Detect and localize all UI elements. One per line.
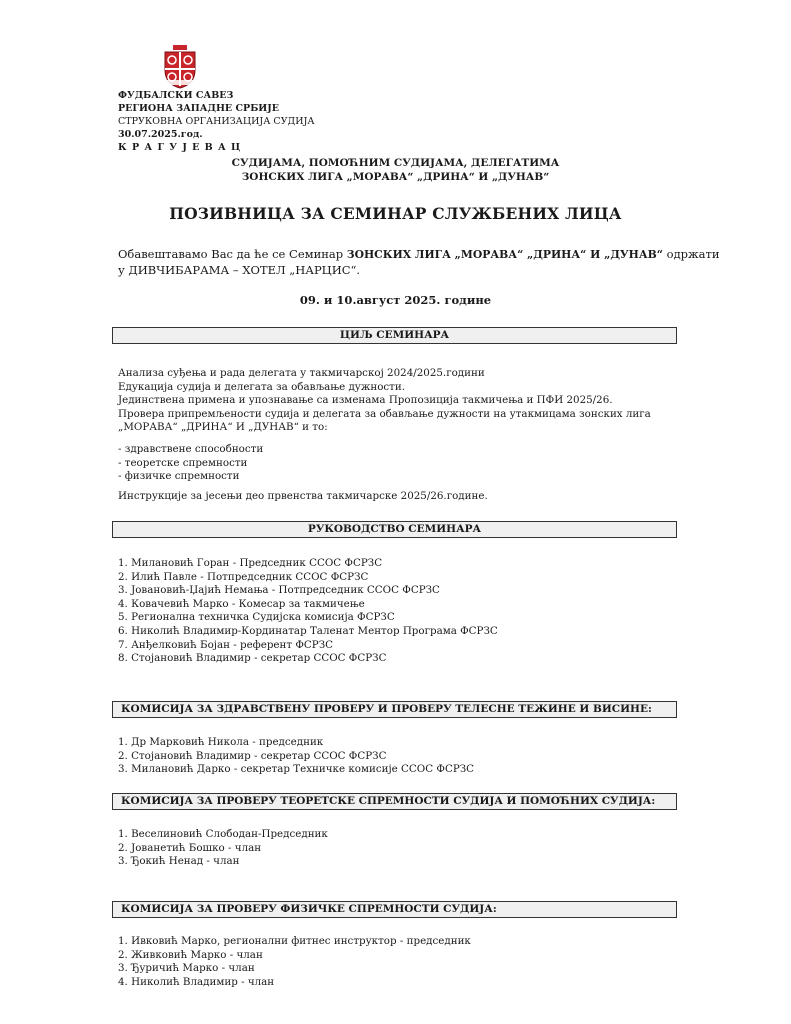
list-item: 1. Др Марковић Никола - председник (118, 736, 324, 748)
goal-bullet: - здравствене способности (118, 443, 264, 455)
goal-bullet: - теоретске спремности (118, 456, 248, 469)
list-item: 1. Ивковић Марко, регионални фитнес инструктор - председник (118, 935, 471, 947)
list-item: 7. Анђелковић Бојан - референт ФСРЗС (118, 638, 334, 651)
org-name-line1: ФУДБАЛСКИ САВЕЗ (118, 90, 234, 101)
org-name-line2: РЕГИОНА ЗАПАДНЕ СРБИЈЕ (118, 103, 280, 114)
section-heading-goal: ЦИЉ СЕМИНАРА (112, 327, 677, 344)
goal-line: „МОРАВА“ „ДРИНА“ И „ДУНАВ“ и то: (118, 421, 328, 434)
list-item: 1. Милановић Горан - Председник ССОС ФСРЗС (118, 557, 383, 569)
goal-lines (118, 367, 651, 435)
org-name-line3: СТРУКОВНА ОРГАНИЗАЦИЈА СУДИЈА (118, 116, 315, 127)
intro-text-1: Обавештавамо Вас да ће се Семинар (118, 247, 347, 261)
list-item: 3. Јовановић-Џајић Немања - Потпредседник ССОС ФСРЗС (118, 584, 440, 597)
intro-paragraph (118, 246, 720, 263)
list-item: 5. Регионална техничка Судијска комисија ФСРЗС (118, 611, 395, 624)
physical-list (118, 935, 471, 989)
federation-logo (160, 44, 200, 90)
list-item: 2. Илић Павле - Потпредседник ССОС ФСРЗС (118, 570, 369, 583)
list-item: 2. Живковић Марко - члан (118, 948, 263, 961)
document-city: К Р А Г У Ј Е В А Ц (118, 142, 242, 153)
goal-line: Анализа суђења и рада делегата у такмичарској 2024/2025.години (118, 367, 485, 379)
section-heading-physical: КОМИСИЈА ЗА ПРОВЕРУ ФИЗИЧКЕ СПРЕМНОСТИ СУДИЈА: (112, 901, 677, 918)
list-item: 1. Веселиновић Слободан-Председник (118, 828, 328, 840)
goal-line: Јединствена примена и упознавање са изменама Пропозиција такмичења и ПФИ 2025/26. (118, 394, 613, 407)
list-item: 3. Ђокић Ненад - члан (118, 855, 240, 868)
page-title: ПОЗИВНИЦА ЗА СЕМИНАР СЛУЖБЕНИХ ЛИЦА (169, 204, 622, 223)
goal-line: Провера припремљености судија и делегата за обављање дужности на утакмицама зонских лига (118, 407, 651, 420)
list-item: 3. Милановић Дарко - секретар Техничке комисије ССОС ФСРЗС (118, 763, 475, 776)
list-item: 2. Јованетић Бошко - члан (118, 841, 262, 854)
section-heading-health: КОМИСИЈА ЗА ЗДРАВСТВЕНУ ПРОВЕРУ И ПРОВЕРУ ТЕЛЕСНЕ ТЕЖИНЕ И ВИСИНЕ: (112, 701, 677, 718)
list-item: 4. Ковачевић Марко - Комесар за такмичење (118, 597, 365, 610)
section-heading-theory: КОМИСИЈА ЗА ПРОВЕРУ ТЕОРЕТСКЕ СПРЕМНОСТИ СУДИЈА И ПОМОЋНИХ СУДИЈА: (112, 793, 677, 810)
health-list (118, 736, 474, 777)
intro-leagues: ЗОНСКИХ ЛИГА „МОРАВА“ „ДРИНА“ И „ДУНАВ“ (346, 248, 664, 261)
goal-line: Едукација судија и делегата за обављање дужности. (118, 380, 406, 393)
theory-list (118, 828, 328, 869)
goal-closing: Инструкције за јесењи део првенства такмичарске 2025/26.године. (118, 490, 488, 502)
list-item: 4. Николић Владимир - члан (118, 975, 275, 988)
section-heading-leadership: РУКОВОДСТВО СЕМИНАРА (112, 521, 677, 538)
goal-bullets (118, 443, 263, 484)
intro-location: у ДИВЧИБАРАМА – ХОТЕЛ „НАРЦИС“. (118, 263, 361, 277)
addressee-line2: ЗОНСКИХ ЛИГА „МОРАВА“ „ДРИНА“ И „ДУНАВ“ (241, 171, 550, 183)
list-item: 2. Стојановић Владимир - секретар ССОС ФСРЗС (118, 749, 387, 762)
list-item: 8. Стојановић Владимир - секретар ССОС ФСРЗС (118, 652, 387, 665)
event-date: 09. и 10.август 2025. године (299, 293, 492, 307)
document-date: 30.07.2025.год. (118, 129, 203, 140)
list-item: 3. Ђуричић Марко - члан (118, 962, 255, 975)
leadership-list (118, 557, 498, 666)
goal-bullet: - физичке спремности (118, 470, 240, 483)
addressee-line1: СУДИЈАМА, ПОМОЋНИМ СУДИЈАМА, ДЕЛЕГАТИМА (231, 157, 560, 169)
list-item: 6. Николић Владимир-Кординатар Таленат Ментор Програма ФСРЗС (118, 624, 498, 637)
intro-text-2: одржати (663, 247, 720, 261)
